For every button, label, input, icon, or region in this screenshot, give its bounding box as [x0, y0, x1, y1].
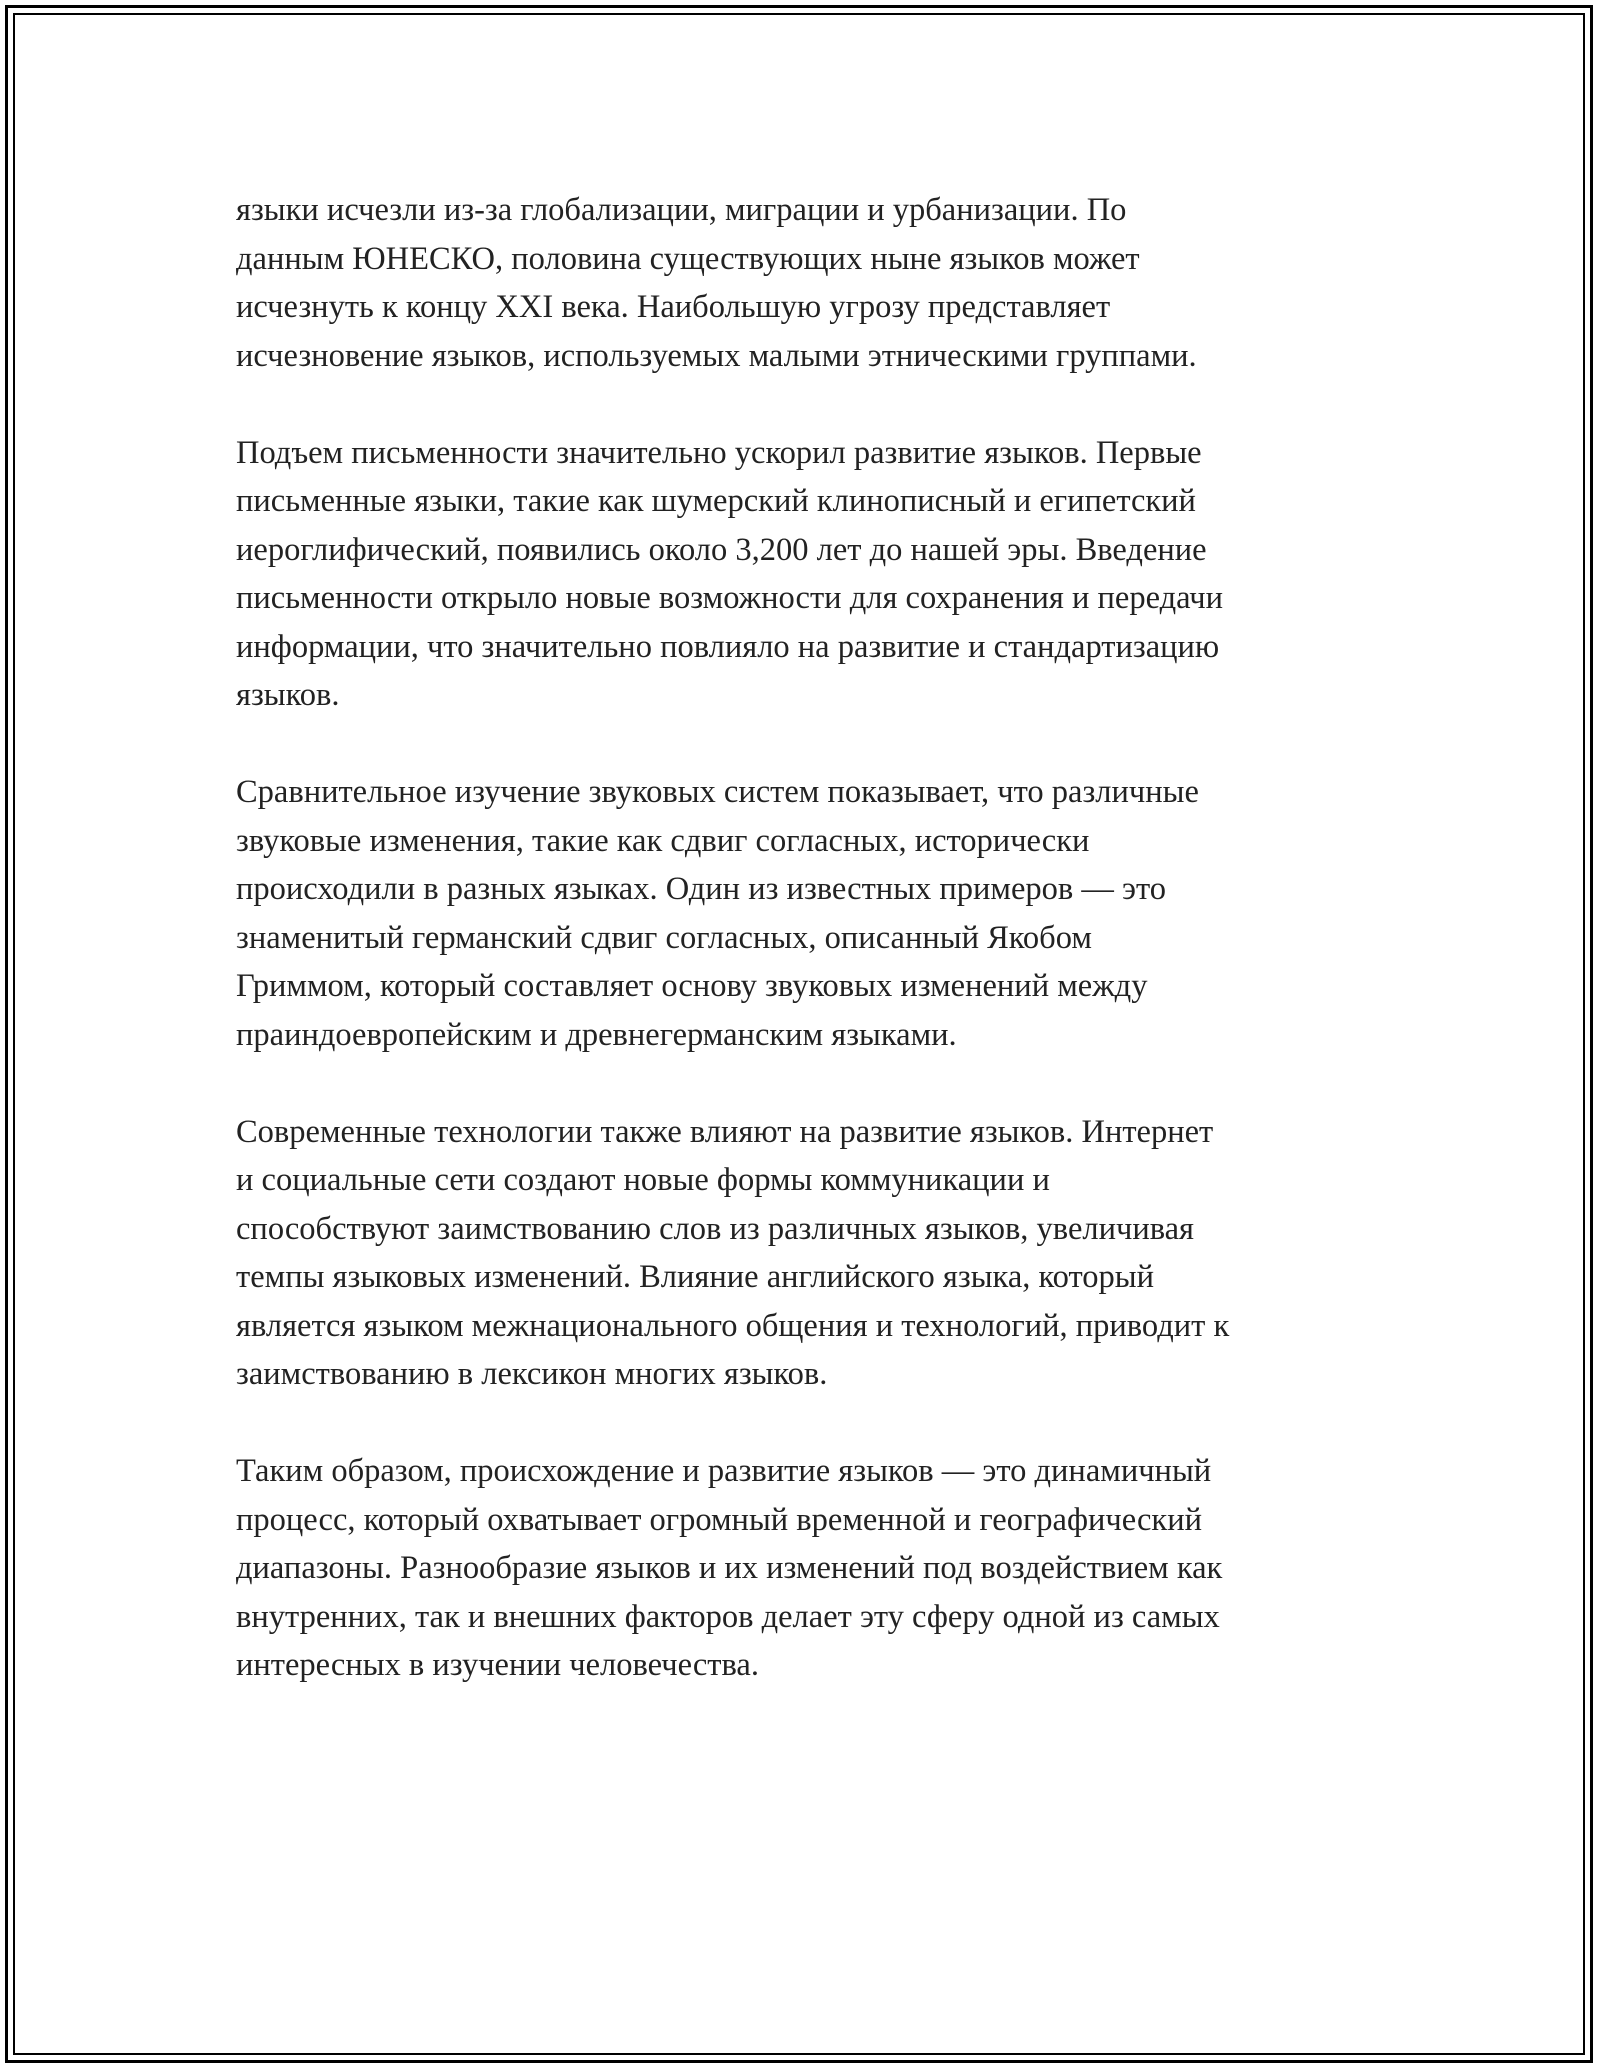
text-line: процесс, который охватывает огромный временной и географический [236, 1501, 1203, 1538]
text-line: Подъем письменности значительно ускорил развитие языков. Первые [236, 434, 1202, 471]
text-line: способствуют заимствованию слов из различных языков, увеличивая [236, 1210, 1195, 1247]
text-line: Гриммом, который составляет основу звуковых изменений между [236, 968, 1148, 1004]
text-line: праиндоевропейским и древнегерманским языками. [236, 1016, 957, 1053]
text-line: звуковые изменения, такие как сдвиг согласных, исторически [236, 822, 1090, 859]
document-body [236, 186, 1366, 1690]
text-line: данным ЮНЕСКО, половина существующих ныне языков может [236, 240, 1140, 277]
paragraph-2 [236, 429, 1366, 720]
text-line: знаменитый германский сдвиг согласных, описанный Якобом [236, 919, 1092, 956]
text-line: письменности открыло новые возможности для сохранения и передачи [236, 580, 1223, 616]
text-line: Сравнительное изучение звуковых систем показывает, что различные [236, 774, 1199, 810]
paragraph-5 [236, 1447, 1366, 1690]
text-line: языки исчезли из-за глобализации, миграции и урбанизации. По [236, 192, 1127, 228]
text-line: Современные технологии также влияют на развитие языков. Интернет [236, 1113, 1214, 1150]
text-line: темпы языковых изменений. Влияние английского языка, который [236, 1259, 1154, 1295]
text-line: и социальные сети создают новые формы коммуникации и [236, 1162, 1050, 1198]
text-line: иероглифический, появились около 3,200 лет до нашей эры. Введение [236, 531, 1207, 568]
paragraph-3 [236, 768, 1366, 1059]
paragraph-1 [236, 186, 1366, 380]
text-line: диапазоны. Разнообразие языков и их изменений под воздействием как [236, 1550, 1223, 1586]
text-line: языков. [236, 677, 340, 713]
text-line: письменные языки, такие как шумерский клинописный и египетский [236, 483, 1196, 519]
paragraph-4 [236, 1108, 1366, 1399]
text-line: происходили в разных языках. Один из известных примеров — это [236, 871, 1166, 907]
text-line: исчезнуть к концу XXI века. Наибольшую угрозу представляет [236, 289, 1111, 325]
text-line: Таким образом, происхождение и развитие языков — это динамичный [236, 1453, 1212, 1489]
text-line: заимствованию в лексикон многих языков. [236, 1356, 828, 1392]
text-line: исчезновение языков, используемых малыми этническими группами. [236, 337, 1197, 374]
text-line: является языком межнационального общения и технологий, приводит к [236, 1307, 1230, 1344]
text-line: информации, что значительно повлияло на развитие и стандартизацию [236, 628, 1220, 665]
text-line: интересных в изучении человечества. [236, 1647, 759, 1683]
text-line: внутренних, так и внешних факторов делает эту сферу одной из самых [236, 1598, 1220, 1635]
